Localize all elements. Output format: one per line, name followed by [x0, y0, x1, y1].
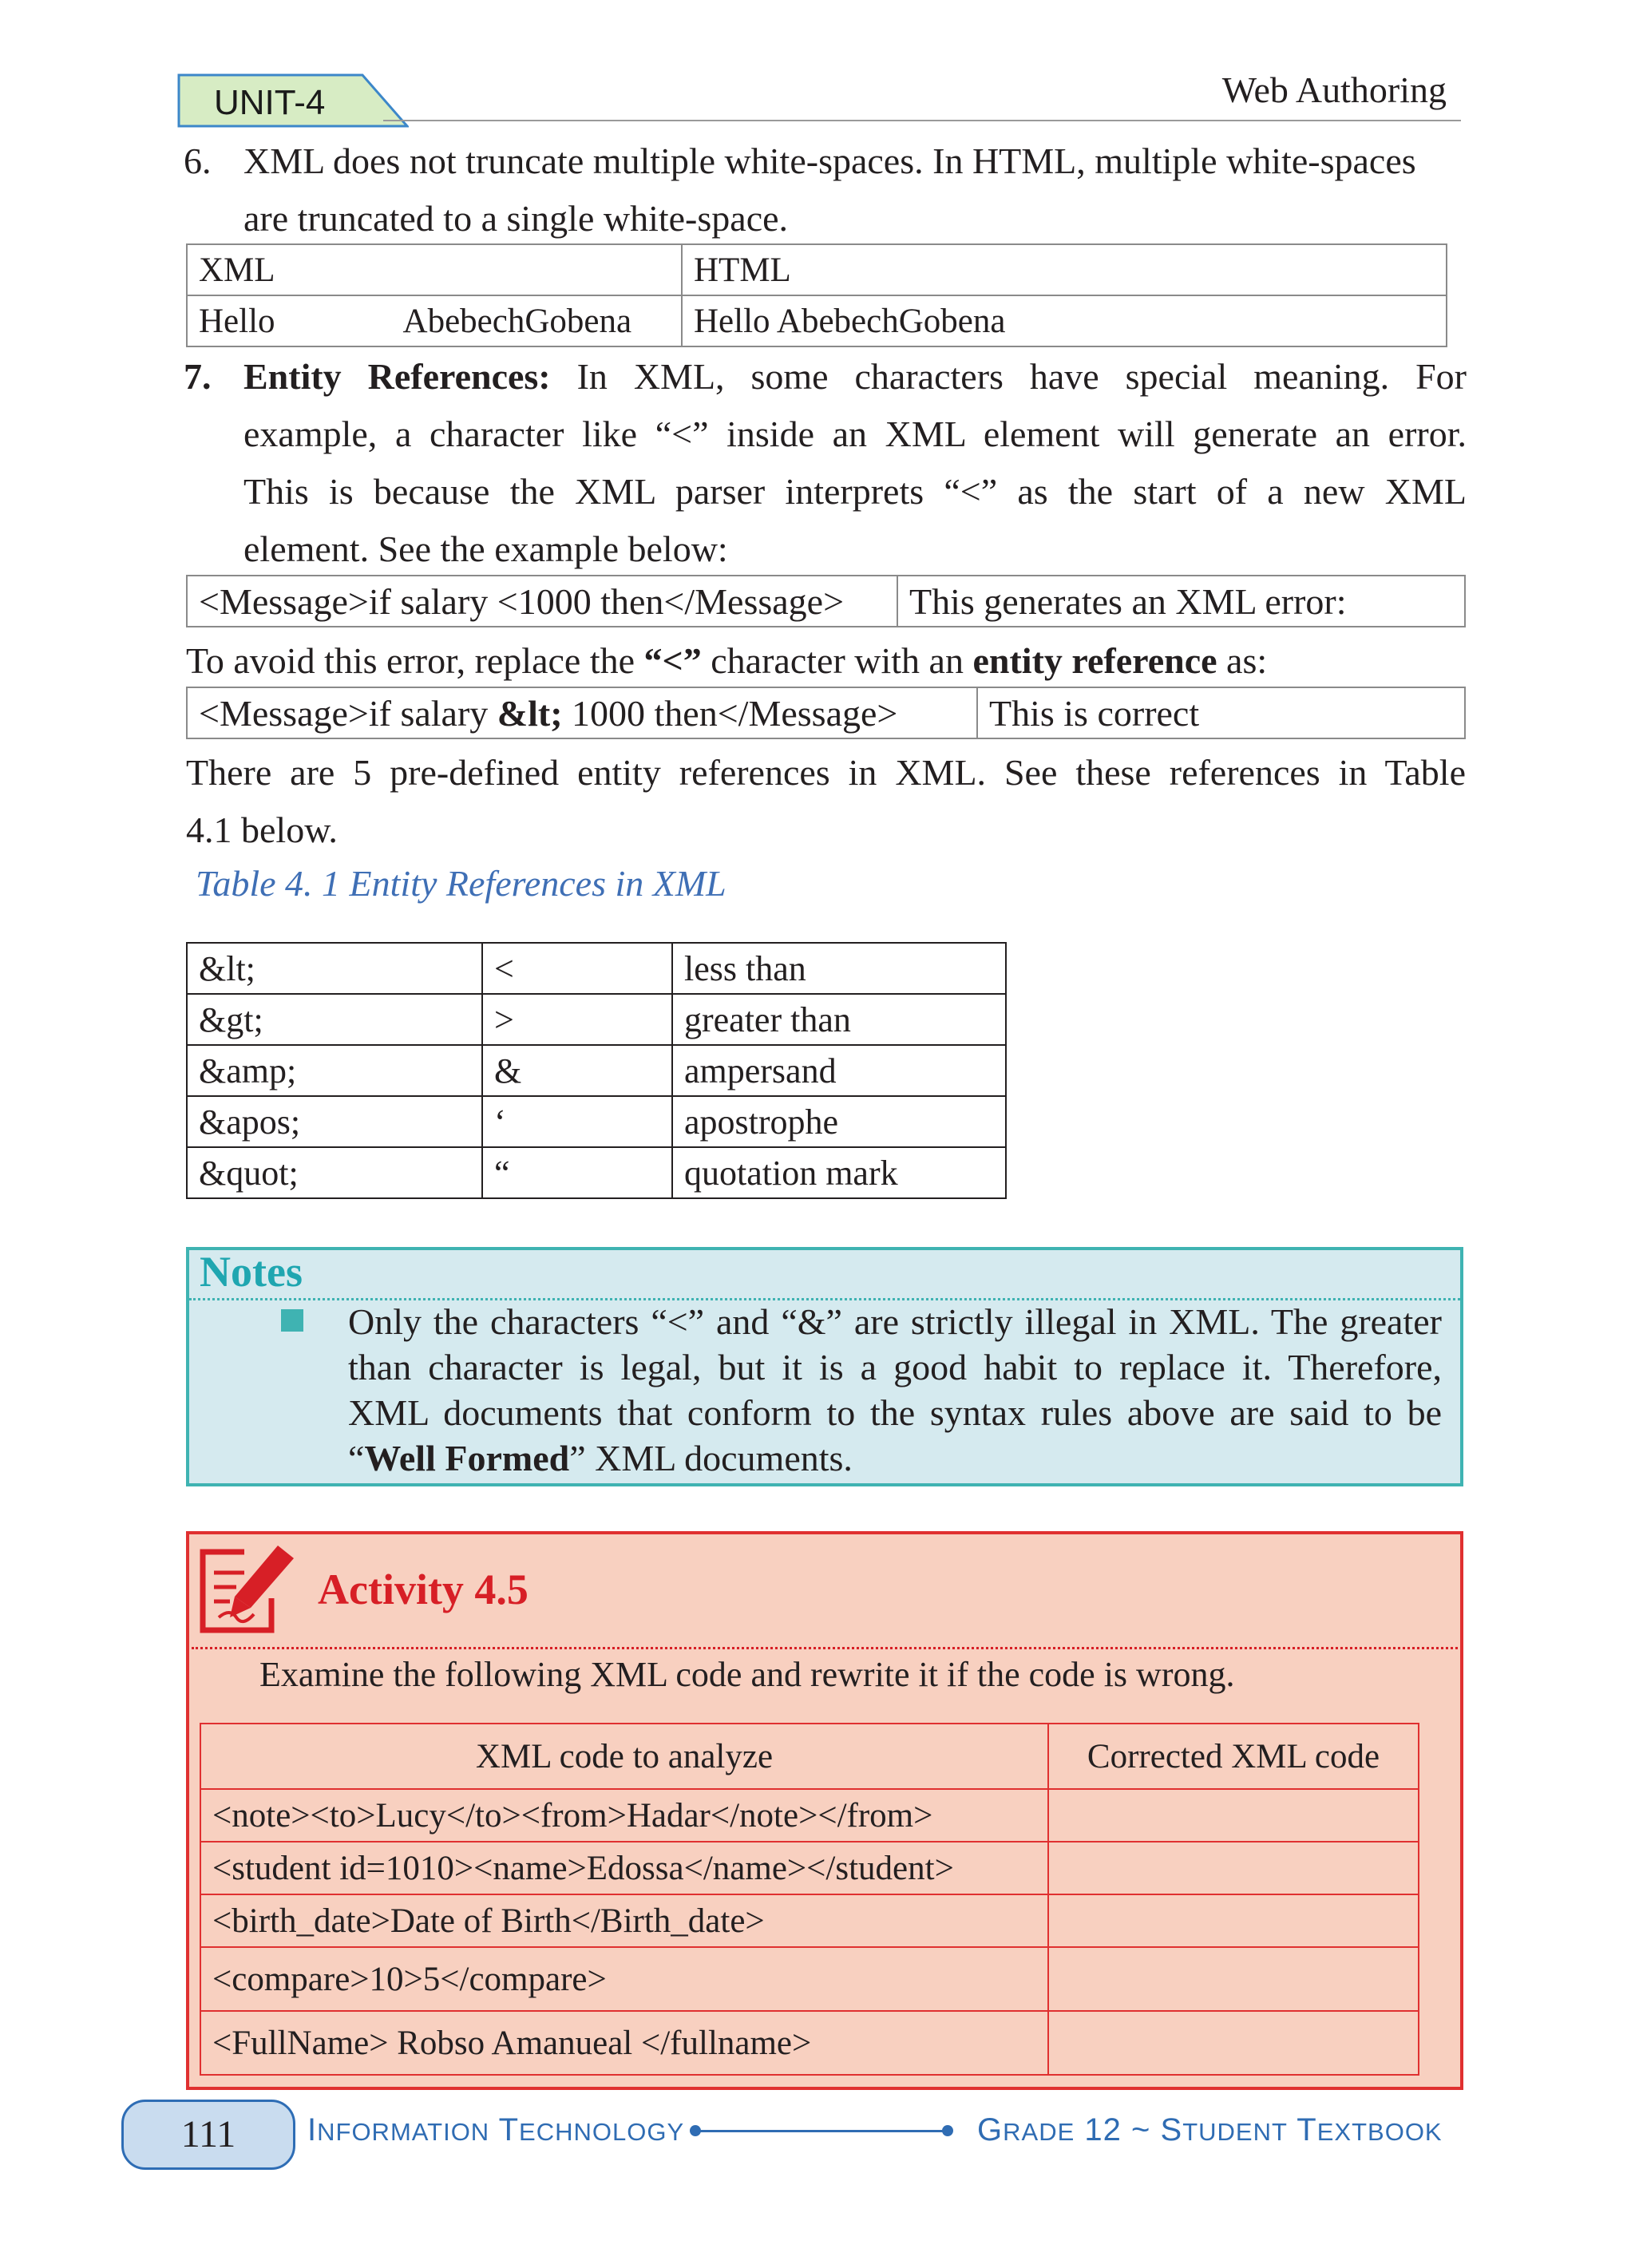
activity-code: <note><to>Lucy</to><from>Hadar</note></from>	[200, 1789, 1048, 1842]
item7-line1-rest: In XML, some characters have special meaning. For	[576, 356, 1467, 397]
error-code: <Message>if salary <1000 then</Message>	[187, 576, 897, 627]
error-example-table	[186, 575, 1466, 627]
activity-answer-cell[interactable]	[1048, 1894, 1419, 1947]
correct-code	[187, 687, 977, 738]
footer-right-w2-rest: TUDENT	[1182, 2118, 1288, 2146]
entity-char: ‘	[482, 1096, 672, 1147]
footer-right-num: 12	[1084, 2112, 1122, 2147]
header-rule	[383, 120, 1461, 121]
notes-bold-term: Well Formed	[364, 1438, 570, 1478]
notes-line1: Only the characters “<” and “&” are strictly illegal in XML. The greater	[348, 1301, 1442, 1342]
activity-row	[200, 1789, 1419, 1842]
entity-meaning: less than	[672, 943, 1006, 994]
avoid-term: entity reference	[972, 640, 1217, 681]
item6-line2: are truncated to a single white-space.	[243, 198, 789, 239]
activity-row	[200, 2011, 1419, 2075]
correct-code-suffix: 1000 then</Message>	[572, 692, 898, 734]
entity-meaning: apostrophe	[672, 1096, 1006, 1147]
avoid-suffix: as:	[1226, 640, 1268, 681]
item7-number: 7.	[184, 356, 212, 397]
predefined-line2: 4.1 below.	[186, 809, 338, 850]
footer-left-w1-cap: I	[307, 2112, 318, 2147]
entity-name: &gt;	[187, 994, 482, 1045]
table-caption: Table 4. 1 Entity References in XML	[196, 863, 726, 904]
ws-html-cell: Hello AbebechGobena	[682, 295, 1447, 346]
predefined-line1: There are 5 pre-defined entity references in XML. See these references in Table	[186, 752, 1466, 793]
entity-name: &apos;	[187, 1096, 482, 1147]
activity-row	[200, 1947, 1419, 2011]
notes-line3: XML documents that conform to the syntax rules above are said to be	[348, 1392, 1442, 1433]
activity-pencil-icon	[195, 1541, 299, 1637]
footer-grade	[977, 2112, 1443, 2148]
notes-line4	[348, 1435, 1442, 1481]
entity-char: “	[482, 1147, 672, 1198]
activity-code: <student id=1010><name>Edossa</name></student>	[200, 1842, 1048, 1894]
notes-line2: than character is legal, but it is a good habit to replace it. Therefore,	[348, 1347, 1442, 1387]
entity-char: >	[482, 994, 672, 1045]
activity-answer-cell[interactable]	[1048, 1842, 1419, 1894]
footer-line	[696, 2130, 950, 2132]
unit-label: UNIT-4	[214, 83, 326, 122]
ws-header-xml: XML	[187, 244, 682, 295]
footer-right-w2-cap: S	[1160, 2112, 1183, 2147]
footer-right-w1-rest: RADE	[1003, 2118, 1075, 2146]
activity-instruction: Examine the following XML code and rewrite it if the code is wrong.	[259, 1655, 1235, 1694]
page-number: 111	[180, 2113, 236, 2155]
entity-meaning: quotation mark	[672, 1147, 1006, 1198]
ws-xml-cell	[187, 295, 682, 346]
footer-left-w1-rest: NFORMATION	[317, 2118, 490, 2146]
entity-row	[187, 1147, 1006, 1198]
activity-code: <FullName> Robso Amanueal </fullname>	[200, 2011, 1048, 2075]
activity-header-analyze: XML code to analyze	[200, 1724, 1048, 1789]
footer-right-w3-rest: EXTBOOK	[1316, 2118, 1443, 2146]
ws-xml-hello: Hello	[199, 302, 275, 340]
entity-meaning: greater than	[672, 994, 1006, 1045]
entity-name: &quot;	[187, 1147, 482, 1198]
activity-row	[200, 1842, 1419, 1894]
item6-number: 6.	[184, 141, 212, 181]
ws-header-html: HTML	[682, 244, 1447, 295]
avoid-middle: character with an	[711, 640, 964, 681]
correct-code-prefix: <Message>if salary	[199, 692, 489, 734]
entity-row	[187, 1045, 1006, 1096]
activity-answer-cell[interactable]	[1048, 1789, 1419, 1842]
avoid-prefix: To avoid this error, replace the	[186, 640, 635, 681]
entity-char: &	[482, 1045, 672, 1096]
entity-row	[187, 943, 1006, 994]
notes-text	[348, 1299, 1442, 1481]
activity-code: <birth_date>Date of Birth</Birth_date>	[200, 1894, 1048, 1947]
footer-right-w3-cap: T	[1297, 2112, 1317, 2147]
entity-table	[186, 942, 1007, 1199]
footer-subject	[307, 2112, 684, 2148]
notes-open-quote: “	[348, 1438, 365, 1478]
footer-right-sep: ~	[1131, 2112, 1151, 2147]
footer-left-w2-cap: T	[498, 2112, 520, 2147]
avoid-char: “<”	[643, 640, 702, 681]
header-title: Web Authoring	[1221, 69, 1447, 110]
ws-xml-name: AbebechGobena	[402, 302, 632, 340]
activity-header-corrected: Corrected XML code	[1048, 1724, 1419, 1789]
item7-line3: This is because the XML parser interprets “<” as the start of a new XML	[243, 471, 1467, 512]
item7-line1	[243, 348, 1467, 406]
activity-table	[200, 1723, 1419, 2076]
activity-answer-cell[interactable]	[1048, 1947, 1419, 2011]
footer-dot-right-icon	[942, 2125, 953, 2136]
activity-answer-cell[interactable]	[1048, 2011, 1419, 2075]
square-bullet-icon	[281, 1309, 303, 1332]
whitespace-table	[186, 243, 1447, 347]
activity-row	[200, 1894, 1419, 1947]
activity-code: <compare>10>5</compare>	[200, 1947, 1048, 2011]
correct-example-table	[186, 687, 1466, 739]
entity-char: <	[482, 943, 672, 994]
activity-title: Activity 4.5	[318, 1565, 529, 1613]
footer-right-w1-cap: G	[977, 2112, 1004, 2147]
activity-divider	[192, 1647, 1458, 1649]
entity-row	[187, 1096, 1006, 1147]
item7-line4: element. See the example below:	[243, 528, 728, 569]
notes-title: Notes	[200, 1248, 303, 1296]
footer-left-w2-rest: ECHNOLOGY	[519, 2118, 685, 2146]
entity-row	[187, 994, 1006, 1045]
avoid-sentence	[186, 632, 1267, 690]
item7-heading: Entity References:	[243, 356, 551, 397]
item7-line2: example, a character like “<” inside an XML element will generate an error.	[243, 414, 1467, 454]
item6-line1: XML does not truncate multiple white-spaces. In HTML, multiple white-spaces	[243, 141, 1416, 181]
entity-name: &amp;	[187, 1045, 482, 1096]
notes-close: ” XML documents.	[569, 1438, 853, 1478]
error-note: This generates an XML error:	[897, 576, 1465, 627]
correct-note: This is correct	[977, 687, 1465, 738]
correct-code-entity: &lt;	[497, 692, 563, 734]
entity-meaning: ampersand	[672, 1045, 1006, 1096]
entity-name: &lt;	[187, 943, 482, 994]
